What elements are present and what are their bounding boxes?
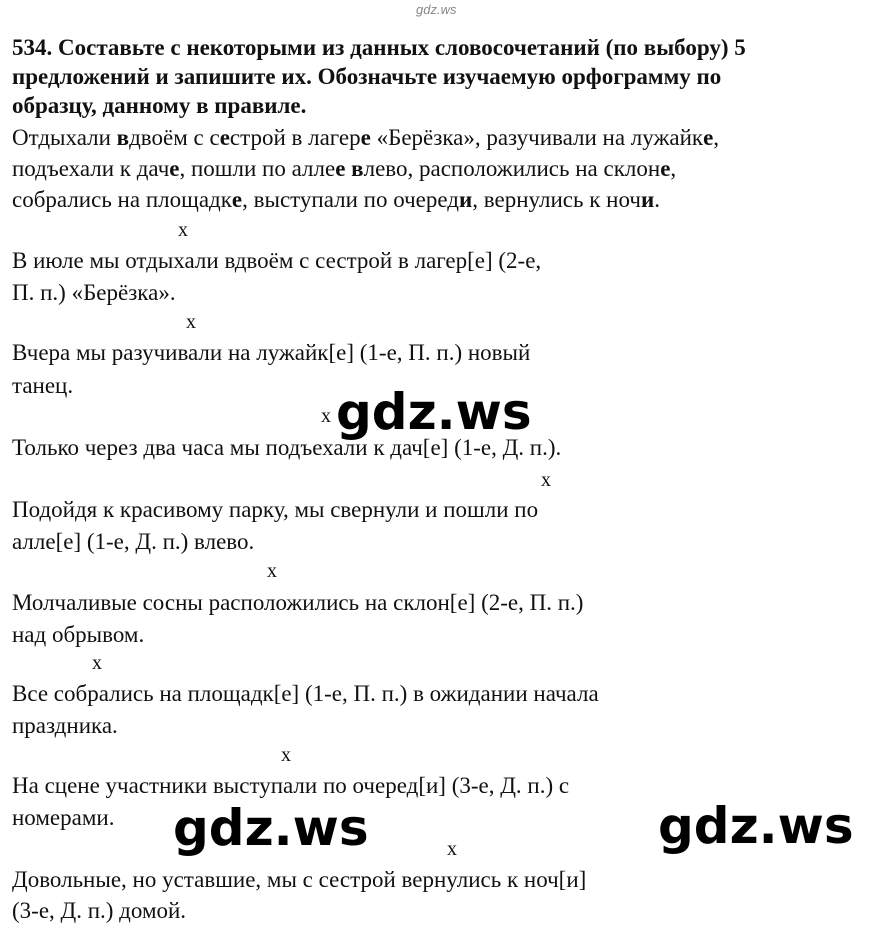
watermark-center: gdz.ws [336,383,532,441]
orthogram-mark-5: x [267,560,277,582]
sentence-5-line-2: над обрывом. [12,622,145,647]
sentence-2-line-1: Вчера мы разучивали на лужайк[е] (1-е, П. п.) новый [12,340,531,365]
sentence-7-line-2: номерами. [12,805,115,830]
sentence-6-line-1: Все собрались на площадк[е] (1-е, П. п.) в ожидании начала [12,681,599,706]
orthogram-mark-6: x [92,652,102,674]
watermark-bottom-left: gdz.ws [173,799,369,857]
orthogram-mark-7: x [281,744,291,766]
watermark-bottom-right: gdz.ws [658,797,854,855]
task-line-1: 534. Составьте с некоторыми из данных словосочетаний (по выбору) 5 [12,35,746,60]
phrases-line-3: собрались на площадке, выступали по очереди, вернулись к ночи. [12,187,660,212]
task-line-3: образцу, данному в правиле. [12,93,307,118]
sentence-8-line-1: Довольные, но уставшие, мы с сестрой вернулись к ноч[и] [12,867,587,892]
sentence-8-line-2: (3-е, Д. п.) домой. [12,898,187,923]
sentence-2-line-2: танец. [12,373,74,398]
sentence-4-line-1: Подойдя к красивому парку, мы свернули и пошли по [12,497,539,522]
sentence-5-line-1: Молчаливые сосны расположились на склон[е] (2-е, П. п.) [12,590,584,615]
sentence-1-line-1: В июле мы отдыхали вдвоём с сестрой в лагер[е] (2-е, [12,248,542,273]
watermark-top: gdz.ws [416,2,457,17]
orthogram-mark-4: x [541,469,551,491]
orthogram-mark-1: x [178,219,188,241]
sentence-4-line-2: алле[е] (1-е, Д. п.) влево. [12,529,255,554]
orthogram-mark-3: x [321,405,331,427]
phrases-line-2: подъехали к даче, пошли по аллее влево, расположились на склоне, [12,156,677,181]
sentence-3-line-1: Только через два часа мы подъехали к дач[е] (1-е, Д. п.). [12,435,562,460]
task-line-2: предложений и запишите их. Обозначьте изучаемую орфограмму по [12,64,722,89]
sentence-7-line-1: На сцене участники выступали по очеред[и] (3-е, Д. п.) с [12,773,570,798]
orthogram-mark-8: x [447,838,457,860]
sentence-1-line-2: П. п.) «Берёзка». [12,280,176,305]
sentence-6-line-2: праздника. [12,713,118,738]
phrases-line-1: Отдыхали вдвоём с сестрой в лагере «Берёзка», разучивали на лужайке, [12,125,720,150]
orthogram-mark-2: x [186,311,196,333]
